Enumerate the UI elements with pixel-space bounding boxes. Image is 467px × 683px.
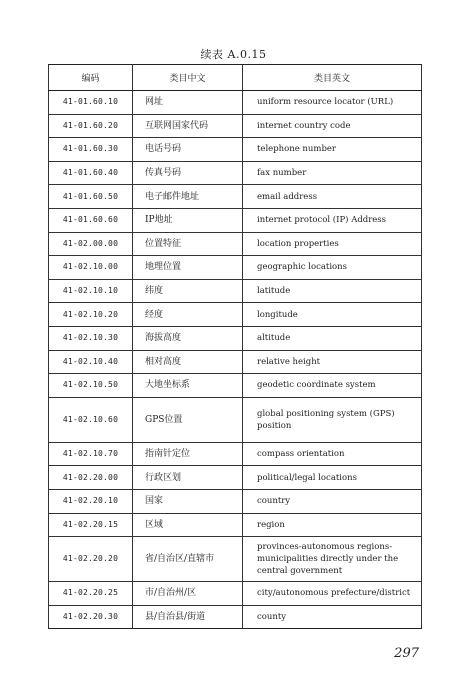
code-cell: 41-02.10.50	[49, 374, 133, 398]
table-row	[49, 374, 422, 398]
code-cell: 41-01.60.50	[49, 185, 133, 209]
code-cell: 41-02.10.00	[49, 256, 133, 280]
english-name-cell: geodetic coordinate system	[243, 374, 422, 398]
table-row	[49, 91, 422, 115]
chinese-name-cell: 市/自治州/区	[133, 582, 243, 606]
table-row	[49, 605, 422, 629]
chinese-name-cell: GPS位置	[133, 397, 243, 442]
table-row	[49, 161, 422, 185]
code-cell: 41-02.10.30	[49, 326, 133, 350]
english-name-cell: compass orientation	[243, 442, 422, 466]
english-name-cell: country	[243, 489, 422, 513]
chinese-name-cell: 经度	[133, 303, 243, 327]
english-name-cell: relative height	[243, 350, 422, 374]
table-row	[49, 326, 422, 350]
chinese-name-cell: 电话号码	[133, 138, 243, 162]
code-cell: 41-02.10.70	[49, 442, 133, 466]
column-header-english: 类目英文	[243, 65, 422, 91]
table-row	[49, 489, 422, 513]
chinese-name-cell: 电子邮件地址	[133, 185, 243, 209]
code-cell: 41-02.20.15	[49, 513, 133, 537]
english-name-cell: telephone number	[243, 138, 422, 162]
english-name-cell: city/autonomous prefecture/district	[243, 582, 422, 606]
code-cell: 41-01.60.40	[49, 161, 133, 185]
code-cell: 41-02.00.00	[49, 232, 133, 256]
code-cell: 41-01.60.10	[49, 91, 133, 115]
code-cell: 41-02.10.60	[49, 397, 133, 442]
code-cell: 41-02.20.25	[49, 582, 133, 606]
english-name-cell: geographic locations	[243, 256, 422, 280]
code-cell: 41-02.10.40	[49, 350, 133, 374]
chinese-name-cell: 海拔高度	[133, 326, 243, 350]
chinese-name-cell: 大地坐标系	[133, 374, 243, 398]
chinese-name-cell: 行政区划	[133, 466, 243, 490]
table-row	[49, 138, 422, 162]
english-name-cell: email address	[243, 185, 422, 209]
code-cell: 41-02.20.00	[49, 466, 133, 490]
table-row	[49, 513, 422, 537]
table-body	[49, 91, 422, 629]
chinese-name-cell: 相对高度	[133, 350, 243, 374]
table-row	[49, 185, 422, 209]
table-row	[49, 350, 422, 374]
english-name-cell: altitude	[243, 326, 422, 350]
english-name-cell: location properties	[243, 232, 422, 256]
chinese-name-cell: 互联网国家代码	[133, 114, 243, 138]
page-number: 297	[394, 646, 419, 661]
code-cell: 41-02.20.10	[49, 489, 133, 513]
english-name-cell: uniform resource locator (URL)	[243, 91, 422, 115]
chinese-name-cell: 国家	[133, 489, 243, 513]
table-row	[49, 537, 422, 582]
table-row	[49, 442, 422, 466]
code-cell: 41-02.10.10	[49, 279, 133, 303]
table-row	[49, 303, 422, 327]
table-row	[49, 397, 422, 442]
table-row	[49, 466, 422, 490]
table-row	[49, 232, 422, 256]
table-row	[49, 582, 422, 606]
english-name-cell: county	[243, 605, 422, 629]
chinese-name-cell: 区域	[133, 513, 243, 537]
chinese-name-cell: 传真号码	[133, 161, 243, 185]
table-row	[49, 279, 422, 303]
chinese-name-cell: 网址	[133, 91, 243, 115]
code-cell: 41-02.20.30	[49, 605, 133, 629]
chinese-name-cell: 位置特征	[133, 232, 243, 256]
english-name-cell: provinces-autonomous regions-municipalities directly under the central government	[243, 537, 422, 582]
code-cell: 41-02.20.20	[49, 537, 133, 582]
english-name-cell: political/legal locations	[243, 466, 422, 490]
chinese-name-cell: 地理位置	[133, 256, 243, 280]
table-header	[49, 65, 422, 91]
english-name-cell: global positioning system (GPS) position	[243, 397, 422, 442]
table-row	[49, 256, 422, 280]
english-name-cell: longitude	[243, 303, 422, 327]
english-name-cell: fax number	[243, 161, 422, 185]
chinese-name-cell: 省/自治区/直辖市	[133, 537, 243, 582]
column-header-code: 编码	[49, 65, 133, 91]
english-name-cell: internet country code	[243, 114, 422, 138]
table-title: 续表 A.0.15	[200, 48, 267, 61]
chinese-name-cell: IP地址	[133, 208, 243, 232]
english-name-cell: latitude	[243, 279, 422, 303]
code-cell: 41-01.60.30	[49, 138, 133, 162]
code-cell: 41-01.60.60	[49, 208, 133, 232]
classification-table	[48, 64, 422, 629]
english-name-cell: internet protocol (IP) Address	[243, 208, 422, 232]
table-row	[49, 114, 422, 138]
code-cell: 41-01.60.20	[49, 114, 133, 138]
table-row	[49, 208, 422, 232]
column-header-chinese: 类目中文	[133, 65, 243, 91]
code-cell: 41-02.10.20	[49, 303, 133, 327]
english-name-cell: region	[243, 513, 422, 537]
chinese-name-cell: 指南针定位	[133, 442, 243, 466]
chinese-name-cell: 县/自治县/街道	[133, 605, 243, 629]
chinese-name-cell: 纬度	[133, 279, 243, 303]
